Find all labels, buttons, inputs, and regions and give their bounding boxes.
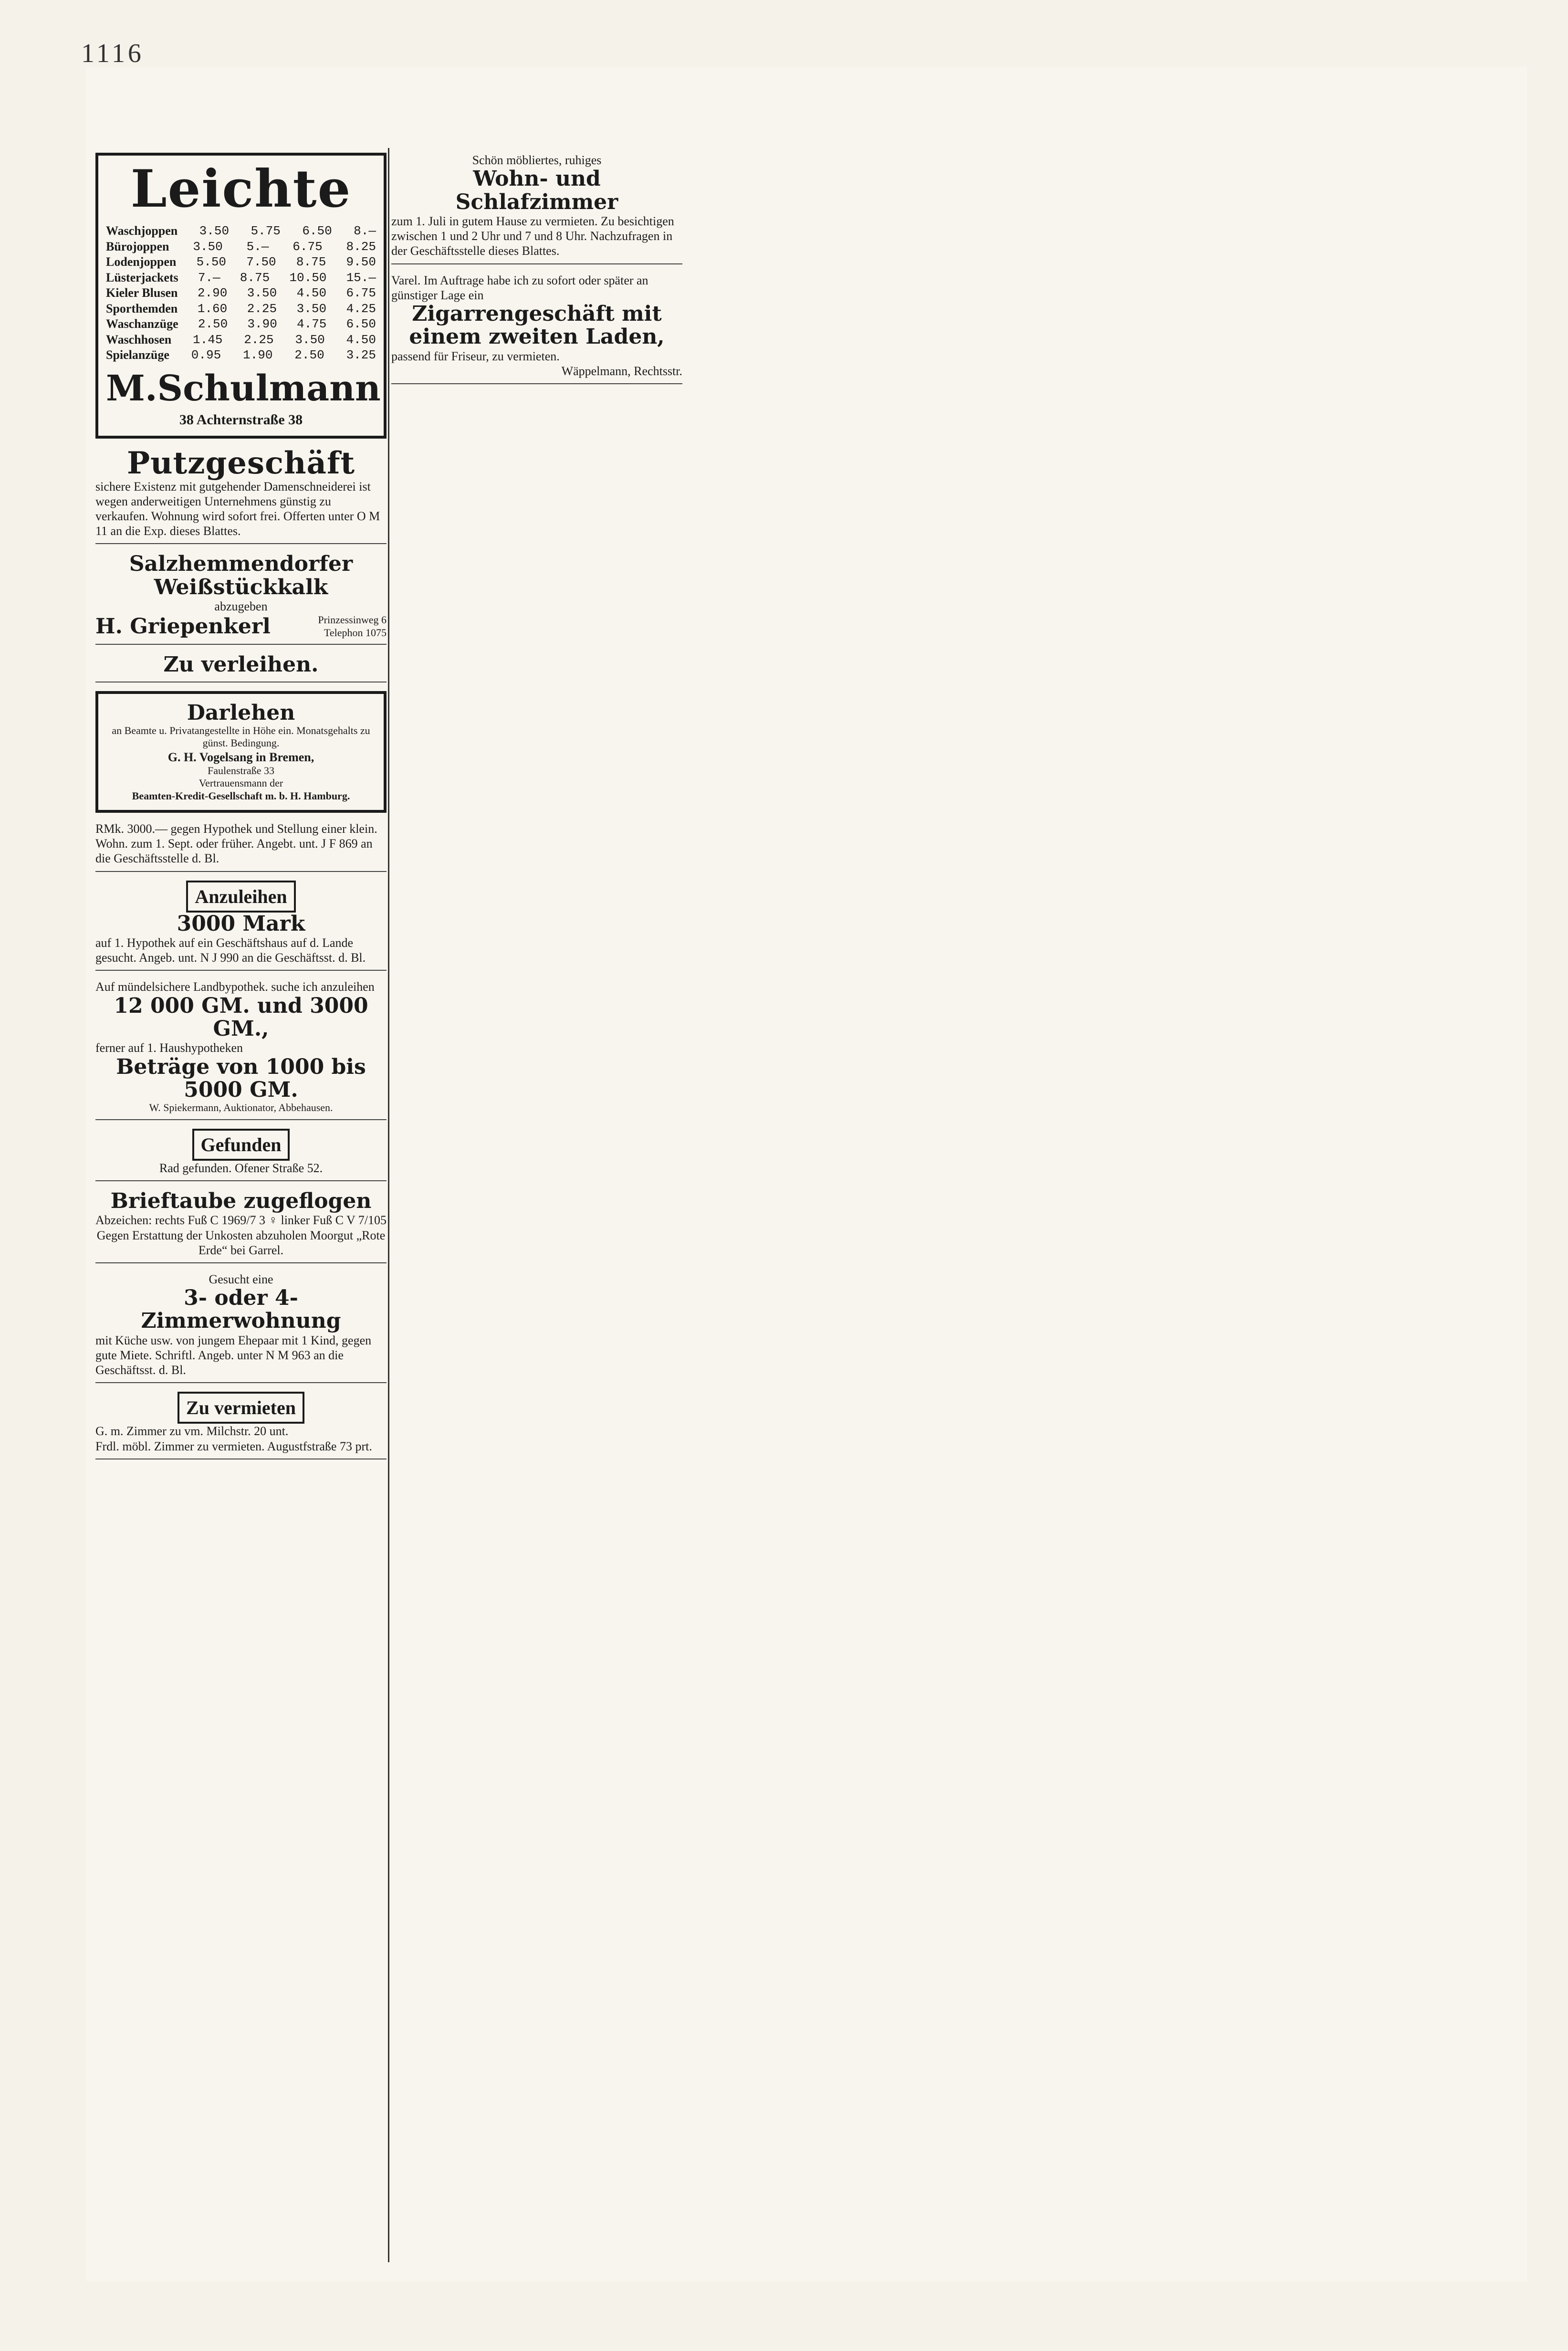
price-row xyxy=(106,301,376,317)
ad-heading: Wohn- und Schlafzimmer xyxy=(455,167,618,214)
ad-heading: Brieftaube zugeflogen xyxy=(110,1188,372,1213)
price-value: 3.90 xyxy=(247,317,277,331)
ad-brieftaube xyxy=(95,1190,387,1263)
price-value: 6.75 xyxy=(346,286,376,300)
price-row xyxy=(106,347,376,363)
address: 38 Achternstraße 38 xyxy=(179,411,303,428)
ad-putzgeschaeft xyxy=(95,447,387,545)
ad-signature: W. Spiekermann, Auktionator, Abbehausen. xyxy=(149,1102,333,1114)
price-value: 2.50 xyxy=(198,317,228,331)
newspaper-page xyxy=(81,39,1527,2281)
ad-zigarrengeschaeft xyxy=(391,273,682,385)
price-value: 3.50 xyxy=(199,224,230,238)
price-value: 10.50 xyxy=(289,270,327,285)
section-label: Gefunden xyxy=(192,1129,290,1161)
ad-salzhemmendorf xyxy=(95,553,387,645)
price-value: 4.50 xyxy=(296,286,327,300)
ad-rm3000: RMk. 3000.— gegen Hypothek und Stellung einer klein. Wohn. zum 1. Sept. oder früher. Angebt. unt. J F 869 an die Geschäftsstelle d. Bl. xyxy=(95,821,387,872)
ad-body-2: Frdl. möbl. Zimmer zu vermieten. Augustfstraße 73 prt. xyxy=(95,1439,372,1453)
item-label: Waschhosen xyxy=(106,332,172,346)
ad-intro: Schön möbliertes, ruhiges xyxy=(472,153,602,167)
ad-heading: Putzgeschäft xyxy=(126,445,355,481)
price-row xyxy=(106,270,376,286)
price-value: 8.75 xyxy=(240,270,270,285)
brand-name: M.Schulmann xyxy=(106,367,381,409)
price-value: 0.95 xyxy=(191,348,221,362)
price-value: 9.50 xyxy=(346,255,376,269)
ad-body: Auf mündelsichere Landbypothek. suche ich anzuleihen xyxy=(95,980,375,994)
ad-darlehen xyxy=(95,691,387,813)
ad-verleihen xyxy=(95,653,387,682)
ad-landbypothek xyxy=(95,979,387,1120)
advertiser-name: G. H. Vogelsang in Bremen, xyxy=(167,750,314,764)
page-number: 1116 xyxy=(81,39,144,68)
price-value: 5.50 xyxy=(196,255,227,269)
ad-body: G. m. Zimmer zu vm. Milchstr. 20 unt. xyxy=(95,1424,289,1438)
price-value: 6.50 xyxy=(346,317,376,331)
price-table xyxy=(106,223,376,363)
ad-body: zum 1. Juli in gutem Hause zu vermieten. Zu besichtigen zwischen 1 und 2 Uhr und 7 und 8 Uhr. Nachzufragen in der Geschäftsstelle dieses Blattes. xyxy=(391,214,674,258)
ad-wohnung-gesucht xyxy=(95,1272,387,1384)
price-value: 3.50 xyxy=(247,286,277,300)
ad-body: Rad gefunden. Ofener Straße 52. xyxy=(159,1161,323,1175)
ad-intro: Varel. Im Auftrage habe ich zu sofort oder später an günstiger Lage ein xyxy=(391,273,648,302)
item-label: Lodenjoppen xyxy=(106,255,177,269)
price-value: 1.45 xyxy=(193,332,223,347)
price-value: 8.25 xyxy=(346,239,376,254)
column-2 xyxy=(391,148,682,393)
price-value: 5.75 xyxy=(251,224,281,238)
price-row xyxy=(106,332,376,348)
ad-body: an Beamte u. Privatangestellte in Höhe ein. Monatsgehalts zu günst. Bedingung. xyxy=(112,724,370,749)
price-value: 6.75 xyxy=(293,239,323,254)
ad-heading: Leichte xyxy=(130,159,352,219)
price-value: 3.50 xyxy=(193,239,223,254)
price-value: 8.— xyxy=(354,224,376,238)
ad-body: Abzeichen: rechts Fuß C 1969/7 3 ♀ linker Fuß C V 7/105 Gegen Erstattung der Unkosten abzuholen Moorgut „Rote Erde“ bei Garrel. xyxy=(95,1213,387,1257)
ad-more: ferner auf 1. Haushypotheken xyxy=(95,1041,243,1055)
column-1 xyxy=(95,148,387,1468)
price-value: 2.25 xyxy=(247,301,277,316)
organisation: Beamten-Kredit-Gesellschaft m. b. H. Hamburg. xyxy=(132,789,350,802)
price-value: 4.25 xyxy=(346,301,376,316)
ad-amounts: 12 000 GM. und 3000 GM., xyxy=(114,993,368,1041)
advertiser-address: Prinzessinweg 6 Telephon 1075 xyxy=(318,614,387,639)
price-row xyxy=(106,316,376,332)
price-row xyxy=(106,254,376,270)
price-value: 1.60 xyxy=(197,301,228,316)
ad-heading: Zigarrengeschäft mit einem zweiten Laden, xyxy=(409,301,665,349)
ad-subtitle: abzugeben xyxy=(214,599,268,614)
price-value: 1.90 xyxy=(243,348,273,362)
price-value: 8.75 xyxy=(296,255,326,269)
ad-leichte xyxy=(95,153,387,439)
column-rule xyxy=(388,148,389,2262)
item-label: Kieler Blusen xyxy=(106,286,178,300)
item-label: Bürojoppen xyxy=(106,239,169,253)
item-label: Sporthemden xyxy=(106,301,178,315)
representative: Vertrauensmann der xyxy=(199,777,283,789)
ad-range: Beträge von 1000 bis 5000 GM. xyxy=(116,1054,366,1102)
ad-body: mit Küche usw. von jungem Ehepaar mit 1 Kind, gegen gute Miete. Schriftl. Angeb. unter N M 963 an die Geschäftsst. d. Bl. xyxy=(95,1333,372,1377)
price-value: 3.50 xyxy=(296,301,327,316)
price-value: 2.25 xyxy=(244,332,274,347)
ad-anzuleihen xyxy=(95,881,387,971)
price-value: 3.50 xyxy=(295,332,325,347)
ad-signature: Wäppelmann, Rechtsstr. xyxy=(561,364,682,378)
ad-heading: Darlehen xyxy=(187,700,295,725)
ad-gefunden xyxy=(95,1129,387,1181)
price-row xyxy=(106,223,376,239)
price-value: 2.50 xyxy=(294,348,324,362)
ad-body: passend für Friseur, zu vermieten. xyxy=(391,349,560,363)
price-value: 3.25 xyxy=(346,348,376,362)
price-row xyxy=(106,239,376,255)
price-value: 7.— xyxy=(198,270,220,285)
advertiser-name: H. Griepenkerl xyxy=(95,614,271,639)
price-value: 15.— xyxy=(346,270,376,285)
price-row xyxy=(106,285,376,301)
item-label: Lüsterjackets xyxy=(106,270,178,284)
price-value: 6.50 xyxy=(302,224,332,238)
ad-body: sichere Existenz mit gutgehender Damenschneiderei ist wegen anderweitigen Unternehmens günstig zu verkaufen. Wohnung wird sofort frei. Offerten unter O M 11 an die Exp. dieses Blattes. xyxy=(95,479,380,538)
section-heading: Zu verleihen. xyxy=(163,652,319,677)
ad-heading: 3- oder 4-Zimmerwohnung xyxy=(141,1286,341,1333)
price-value: 7.50 xyxy=(246,255,276,269)
price-value: 4.50 xyxy=(346,332,376,347)
price-value: 4.75 xyxy=(297,317,327,331)
ad-body: auf 1. Hypothek auf ein Geschäftshaus auf d. Lande gesucht. Angeb. unt. N J 990 an die Geschäftsst. d. Bl. xyxy=(95,936,366,965)
ad-heading: 3000 Mark xyxy=(177,911,305,936)
section-label: Anzuleihen xyxy=(186,881,295,913)
ad-intro: Gesucht eine xyxy=(209,1272,273,1286)
price-value: 5.— xyxy=(246,239,269,254)
item-label: Waschanzüge xyxy=(106,317,178,331)
ad-heading: Salzhemmendorfer Weißstückkalk xyxy=(129,552,353,599)
price-value: 2.90 xyxy=(197,286,228,300)
ad-vermieten xyxy=(95,1392,387,1459)
section-label: Zu vermieten xyxy=(178,1392,304,1424)
advertiser-address: Faulenstraße 33 xyxy=(208,764,274,777)
ad-wohn-schlafzimmer xyxy=(391,153,682,264)
item-label: Waschjoppen xyxy=(106,224,178,238)
item-label: Spielanzüge xyxy=(106,348,169,362)
